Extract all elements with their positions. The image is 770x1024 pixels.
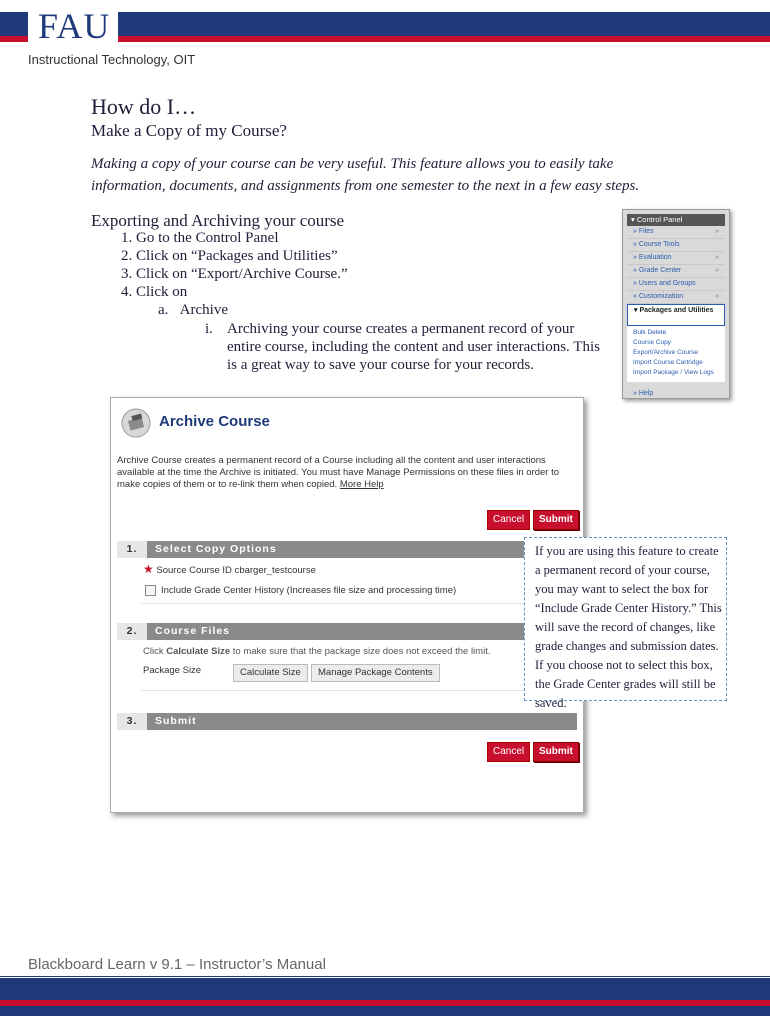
step1-bar xyxy=(117,541,577,558)
footer-bar-bottom xyxy=(0,1006,770,1016)
divider xyxy=(141,603,561,604)
step1-label: Select Copy Options xyxy=(155,543,277,555)
fau-logo: FAU xyxy=(38,6,111,46)
cp-item-customization[interactable]: » Customization » xyxy=(627,291,725,304)
cancel-button-top[interactable]: Cancel xyxy=(487,510,530,530)
calculate-size-button[interactable]: Calculate Size xyxy=(233,664,308,682)
source-course-row xyxy=(143,562,316,576)
chevron-right-icon: » xyxy=(715,254,719,261)
grade-history-callout: If you are using this feature to create a permanent record of your course, you may want to select the box for “Include Grade Center History.” This will save the record of changes, like grade changes and submission dates. If you choose not to select this box, the Grade Center grades will still be saved. xyxy=(524,537,727,701)
section-heading: Exporting and Archiving your course xyxy=(91,211,345,230)
archive-course-panel xyxy=(110,397,584,813)
substep-a-marker: a. xyxy=(158,302,169,318)
archive-description: Archive Course creates a permanent record of a Course including all the content and user interactions available at the time the Archive is initiated. You must have Manage Permissions on these files in order to make copies of them or to re-link them when copied. More Help xyxy=(117,455,559,490)
cp-sub-export-archive[interactable]: Export/Archive Course xyxy=(633,349,699,356)
cancel-button-bottom[interactable]: Cancel xyxy=(487,742,530,762)
required-star-icon: ★ xyxy=(143,562,154,576)
substep-i-text: Archiving your course creates a permanent record of your entire course, including the content and user interactions. This is a great way to save your course for your records. xyxy=(227,321,600,373)
step2-number: 2. xyxy=(117,623,147,640)
submit-button-top[interactable]: Submit xyxy=(533,510,579,530)
source-label: Source Course ID xyxy=(156,565,232,576)
step3-bar xyxy=(117,713,577,730)
archive-title: Archive Course xyxy=(159,413,270,430)
chevron-right-icon: » xyxy=(715,293,719,300)
cp-sub-course-copy[interactable]: Course Copy xyxy=(633,339,671,346)
package-size-label: Package Size xyxy=(143,665,202,676)
cp-item-grade-center[interactable]: » Grade Center » xyxy=(627,265,725,278)
step-item: 1. Go to the Control Panel xyxy=(136,229,636,247)
footer-bar xyxy=(0,978,770,1000)
calc-instruction: Click Calculate Size to make sure that the package size does not exceed the limit. xyxy=(143,646,491,657)
step2-bar xyxy=(117,623,577,640)
cp-item-users-groups[interactable]: » Users and Groups xyxy=(627,278,725,291)
chevron-right-icon: » xyxy=(715,267,719,274)
step1-number: 1. xyxy=(117,541,147,558)
step3-number: 3. xyxy=(117,713,147,730)
substep-a xyxy=(158,302,228,319)
page-subtitle: Make a Copy of my Course? xyxy=(91,121,287,140)
cp-item-course-tools[interactable]: » Course Tools xyxy=(627,239,725,252)
page-title: How do I… xyxy=(91,94,197,119)
intro-paragraph: Making a copy of your course can be very useful. This feature allows you to easily take information, documents, and assignments from one semester to the next in a few easy steps. xyxy=(91,156,640,194)
footer-rule xyxy=(0,976,770,977)
step-item: 3. Click on “Export/Archive Course.” xyxy=(136,265,636,283)
divider xyxy=(141,690,561,691)
cp-sub-import-cartridge[interactable]: Import Course Cartridge xyxy=(633,359,703,366)
footer-text: Blackboard Learn v 9.1 – Instructor’s Manual xyxy=(28,956,326,973)
cp-sub-import-package[interactable]: Import Package / View Logs xyxy=(633,369,714,376)
substep-i xyxy=(205,320,605,374)
grade-history-label: Include Grade Center History (Increases file size and processing time) xyxy=(161,585,457,597)
cp-item-files[interactable]: » Files » xyxy=(627,226,725,239)
substep-a-text: Archive xyxy=(179,302,228,318)
grade-history-row xyxy=(145,585,456,596)
more-help-link[interactable]: More Help xyxy=(339,479,384,490)
control-panel-title[interactable]: ▾ Control Panel xyxy=(627,214,725,226)
steps-list xyxy=(112,229,636,301)
step-item: 2. Click on “Packages and Utilities” xyxy=(136,247,636,265)
grade-history-checkbox[interactable] xyxy=(145,585,156,596)
step-item: 4. Click on xyxy=(136,283,636,301)
cp-sub-bulk-delete[interactable]: Bulk Delete xyxy=(633,329,667,336)
cp-submenu xyxy=(627,326,725,382)
substep-i-marker: i. xyxy=(205,321,213,337)
archive-icon xyxy=(121,408,151,438)
step3-label: Submit xyxy=(155,715,197,727)
cp-item-help[interactable]: » Help xyxy=(633,390,654,397)
manage-package-contents-button[interactable]: Manage Package Contents xyxy=(311,664,440,682)
source-value: cbarger_testcourse xyxy=(234,565,316,576)
submit-button-bottom[interactable]: Submit xyxy=(533,742,579,762)
chevron-right-icon: » xyxy=(715,228,719,235)
cp-item-evaluation[interactable]: » Evaluation » xyxy=(627,252,725,265)
department-label: Instructional Technology, OIT xyxy=(28,52,196,67)
control-panel-menu xyxy=(622,209,730,399)
cp-item-packages-utilities[interactable]: ▾ Packages and Utilities xyxy=(627,304,725,326)
step2-label: Course Files xyxy=(155,625,231,637)
